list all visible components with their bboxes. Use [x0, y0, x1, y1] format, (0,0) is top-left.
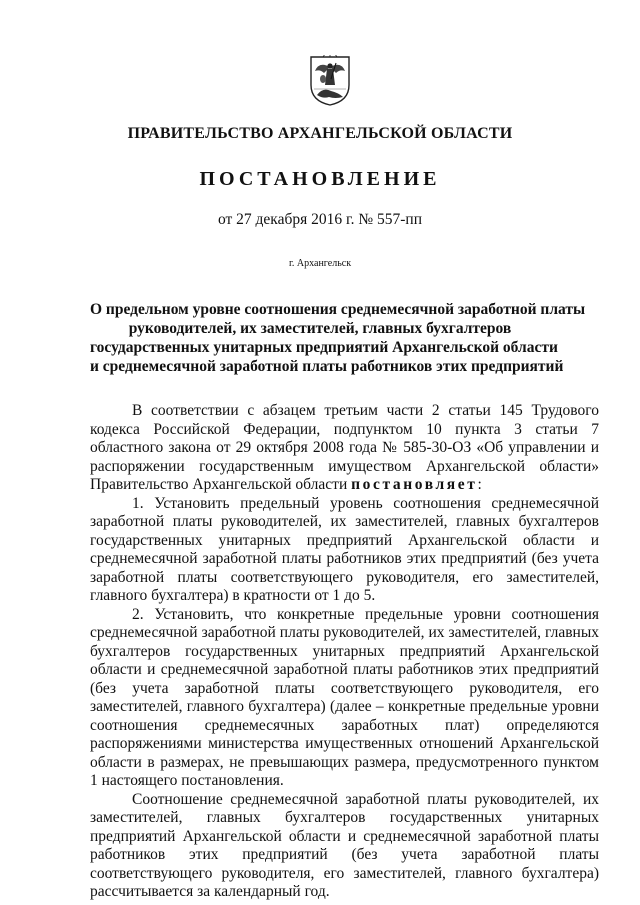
government-title: ПРАВИТЕЛЬСТВО АРХАНГЕЛЬСКОЙ ОБЛАСТИ [127, 125, 513, 142]
item-2-paragraph: 2. Установить, что конкретные предельные уровни соотношения среднемесячной заработной платы руководителей, их заместителей, главных бухгалтеров государственных унитарных предприятий Архангельской области и среднемесячной заработной платы работников этих предприятий (без учета заработной платы соответствующего руководителя, его заместителей, главного бухгалтера) (далее – конкретные предельные уровни соотношения среднемесячных заработных плат) определяются распоряжениями министерства имущественных отношений Архангельской области в размерах, не превышающих размера, предусмотренного пунктом 1 настоящего постановления. [90, 605, 599, 789]
document-city: г. Архангельск [288, 258, 352, 269]
preamble-text: В соответствии с абзацем третьим части 2 статьи 145 Трудового кодекса Российской Федерации, подпунктом 10 пункта 3 статьи 7 областного закона от 29 октября 2008 года № 585-30-ОЗ «Об управлении и распоряжении государственным имуществом Архангельской области» Правительство Архангельской области [90, 402, 599, 493]
decree-colon: : [477, 476, 482, 493]
item-1-paragraph: 1. Установить предельный уровень соотношения среднемесячной заработной платы руководителей, их заместителей, главных бухгалтеров государственных унитарных предприятий Архангельской области и среднемесячной заработной платы работников этих предприятий (без учета заработной платы соответствующего руководителя, его заместителей, главного бухгалтера) в кратности от 1 до 5. [90, 494, 599, 604]
document-type: ПОСТАНОВЛЕНИЕ [199, 168, 441, 190]
document-date-number: от 27 декабря 2016 г. № 557-пп [217, 211, 423, 228]
heading-line: О предельном уровне соотношения среднемесячной заработной платы [90, 301, 586, 318]
document-body [90, 402, 599, 902]
arkhangelsk-coat-of-arms-icon [309, 55, 351, 107]
document-heading [90, 300, 586, 376]
heading-line: руководителей, их заместителей, главных бухгалтеров [128, 320, 512, 337]
decree-word: постановляет [351, 476, 478, 493]
heading-line: и среднемесячной заработной платы работников этих предприятий [90, 358, 564, 375]
heading-line: государственных унитарных предприятий Архангельской области [90, 339, 558, 356]
ratio-calculation-paragraph: Соотношение среднемесячной заработной платы руководителей, их заместителей, главных бухгалтеров государственных унитарных предприятий Архангельской области и среднемесячной заработной платы работников этих предприятий (без учета заработной платы соответствующего руководителя, его заместителей, главного бухгалтера) рассчитывается за календарный год. [90, 790, 599, 900]
preamble-paragraph [90, 402, 599, 495]
